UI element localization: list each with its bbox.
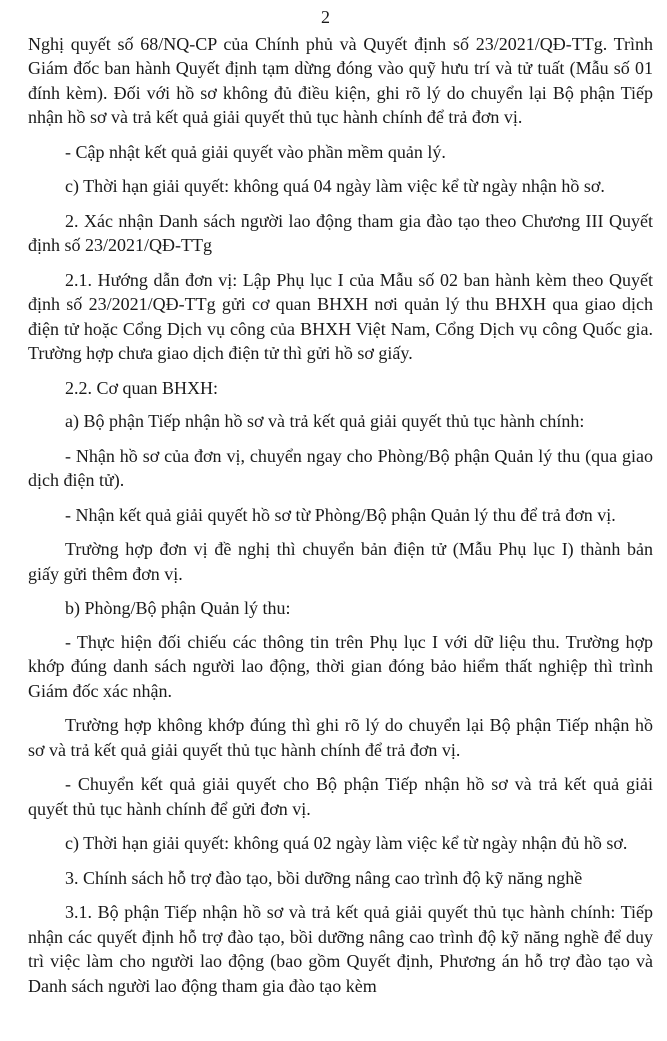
paragraph-receive-result: - Nhận kết quả giải quyết hồ sơ từ Phòng/Bộ phận Quản lý thu để trả đơn vị. bbox=[65, 504, 616, 525]
paragraph-deadline-04-days: c) Thời hạn giải quyết: không quá 04 ngày làm việc kể từ ngày nhận hồ sơ. bbox=[65, 176, 605, 196]
paragraph-3-1: 3.1. Bộ phận Tiếp nhận hồ sơ và trả kết quả giải quyết thủ tục hành chính: Tiếp nhận các quyết định hỗ trợ đào tạo, bồi dưỡng nâng cao trình độ kỹ năng nghề để duy trì việc làm cho người lao động (bao gồm Quyết định, Phương án hỗ trợ đào tạo và Danh sách người lao động tham gia đào tạo kèm bbox=[28, 902, 653, 996]
paragraph-not-matching: Trường hợp không khớp đúng thì ghi rõ lý do chuyển lại Bộ phận Tiếp nhận hồ sơ và trả kết quả giải quyết thủ tục hành chính để trả đơn vị. bbox=[28, 715, 653, 760]
paragraph-compare-info: - Thực hiện đối chiếu các thông tin trên Phụ lục I với dữ liệu thu. Trường hợp khớp đúng danh sách người lao động, thời gian đóng bảo hiểm thất nghiệp thì trình Giám đốc xác nhận. bbox=[28, 631, 653, 701]
paragraph-2-2-a: a) Bộ phận Tiếp nhận hồ sơ và trả kết quả giải quyết thủ tục hành chính: bbox=[65, 411, 585, 431]
paragraph-transfer-result: - Chuyển kết quả giải quyết cho Bộ phận Tiếp nhận hồ sơ và trả kết quả giải quyết thủ tục hành chính để gửi đơn vị. bbox=[28, 774, 653, 819]
paragraph-2-2-b: b) Phòng/Bộ phận Quản lý thu: bbox=[65, 598, 291, 618]
paragraph-continuation: Nghị quyết số 68/NQ-CP của Chính phủ và Quyết định số 23/2021/QĐ-TTg. Trình Giám đốc ban hành Quyết định tạm dừng đóng vào quỹ hưu trí và tử tuất (Mẫu số 01 đính kèm). Đối với hồ sơ không đủ điều kiện, ghi rõ lý do chuyển lại Bộ phận Tiếp nhận hồ sơ và trả kết quả giải quyết thủ tục hành chính để trả đơn vị. bbox=[28, 33, 653, 127]
heading-2-2: 2.2. Cơ quan BHXH: bbox=[65, 377, 219, 398]
heading-section-2: 2. Xác nhận Danh sách người lao động tham gia đào tạo theo Chương III Quyết định số 23/2021/QĐ-TTg bbox=[28, 210, 653, 255]
paragraph-2-1-guidance: 2.1. Hướng dẫn đơn vị: Lập Phụ lục I của Mẫu số 02 ban hành kèm theo Quyết định số 23/2021/QĐ-TTg gửi cơ quan BHXH nơi quản lý thu BHXH qua giao dịch điện tử hoặc Cổng Dịch vụ công của BHXH Việt Nam, Cổng Dịch vụ công Quốc gia. Trường hợp chưa giao dịch điện tử thì gửi hồ sơ giấy. bbox=[28, 269, 653, 363]
paragraph-update-software: - Cập nhật kết quả giải quyết vào phần mềm quản lý. bbox=[65, 141, 446, 162]
heading-section-3: 3. Chính sách hỗ trợ đào tạo, bồi dưỡng nâng cao trình độ kỹ năng nghề bbox=[65, 867, 583, 888]
paragraph-paper-copy: Trường hợp đơn vị đề nghị thì chuyển bản điện tử (Mẫu Phụ lục I) thành bản giấy gửi thêm đơn vị. bbox=[28, 539, 653, 584]
paragraph-receive-dossier: - Nhận hồ sơ của đơn vị, chuyển ngay cho Phòng/Bộ phận Quản lý thu (qua giao dịch điện tử). bbox=[28, 445, 653, 490]
page-number: 2 bbox=[321, 7, 330, 27]
paragraph-deadline-02-days: c) Thời hạn giải quyết: không quá 02 ngày làm việc kể từ ngày nhận đủ hồ sơ. bbox=[65, 833, 628, 853]
